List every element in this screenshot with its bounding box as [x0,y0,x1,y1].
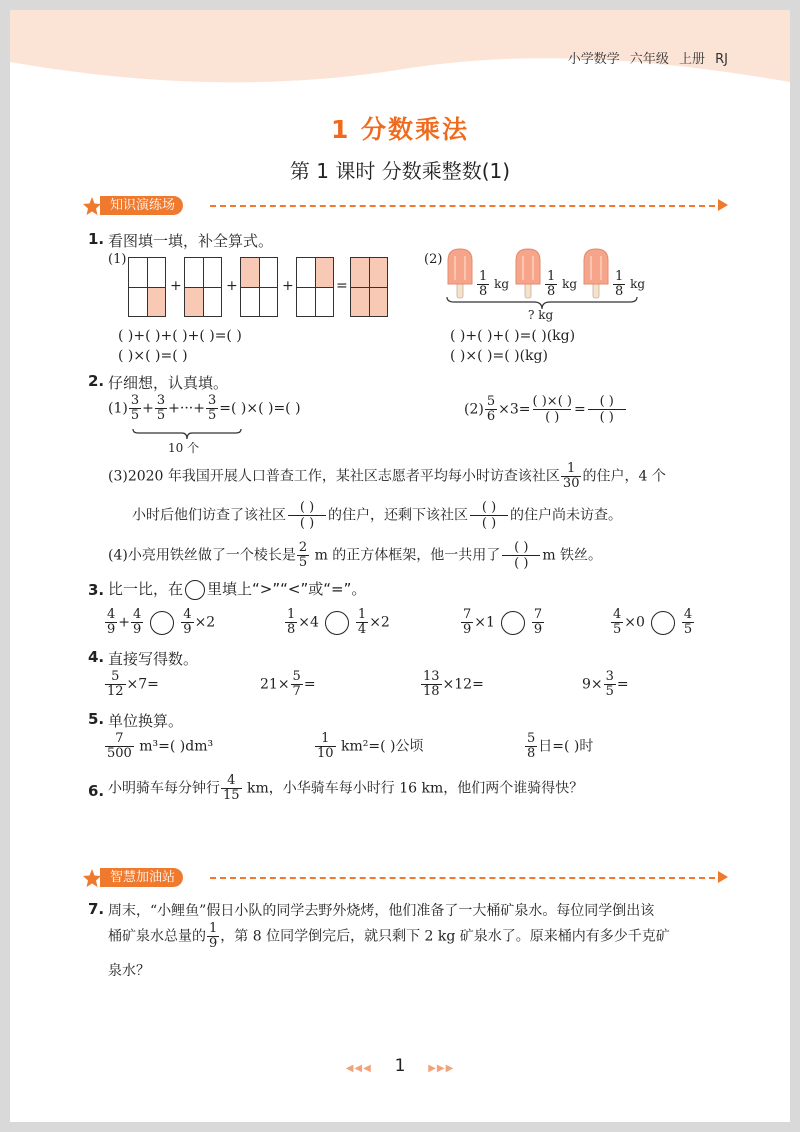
q3-title: 比一比，在 里填上“>”“<”或“=”。 [108,580,367,598]
popsicle-icon [514,248,542,300]
fraction-grid-3 [240,257,278,317]
lesson-title: 第 1 课时 分数乘整数(1) [289,159,511,183]
q2-part3-line2: 小时后他们访查了该社区 ( ) ( ) 的住户，还剩下该社区 ( ) ( ) 的住户尚未访查。 [132,500,622,531]
popsicle-3: $\frac{1}{8}$ kg [582,248,610,304]
q7-number: 7. [88,900,105,918]
popsicle-1: $\frac{1}{8}$ kg [446,248,474,304]
section-label: 智慧加油站 [100,868,183,887]
q1-part2-label: (2) [424,252,443,267]
q2-number: 2. [88,372,105,390]
q7-line3: 泉水？ [108,963,150,979]
q5-item-2: $\frac{1}{10}$ km²=( )公顷 [317,731,424,761]
q3-number: 3. [88,581,105,599]
header-book-info: 小学数学 六年级 上册 RJ [567,52,728,67]
q5-item-3: $\frac{5}{8}$ 日=( )时 [527,731,594,761]
q6-text: 小明骑车每分钟行 $\frac{4}{15}$ km，小华骑车每小时行 16 km，他们两个谁骑得快？ [108,773,584,803]
q1-title: 看图填一填，补全算式。 [108,232,274,250]
page-number: 1 [394,1056,406,1076]
q7-line1: 周末，“小鲤鱼”假日小队的同学去野外烧烤，他们准备了一大桶矿泉水。每位同学倒出该 [108,903,655,919]
q5-number: 5. [88,710,105,728]
q6-number: 6. [88,782,105,800]
next-arrows-icon: ▶▶▶ [428,1063,455,1074]
q1-part2-line2: ( )×( )=( )(kg) [450,348,548,364]
q3-item-4: $\frac{4}{5}$ ×0 $\frac{4}{5}$ [613,607,693,637]
page-footer [10,1056,790,1076]
q1-part1-label: (1) [108,252,127,267]
q3-item-2: $\frac{1}{8}$ ×4 $\frac{1}{4}$ ×2 [287,607,390,637]
q1-number: 1. [88,230,105,248]
popsicle-icon [582,248,610,300]
q2-part2: (2) $\frac{5}{6}$ ×3= ( )×( ) ( ) = ( ) ( ) [464,394,628,425]
q3-item-1: $\frac{4}{9}$ + $\frac{4}{9}$ $\frac{4}{9}$ ×2 [107,607,216,637]
q1-part1-line1: ( )+( )+( )+( )=( ) [118,328,242,344]
popsicle-2: $\frac{1}{8}$ kg [514,248,542,304]
arrow-icon [718,871,728,883]
fraction-grid-4 [296,257,334,317]
prev-arrows-icon: ◀◀◀ [345,1063,372,1074]
star-icon [82,196,102,216]
q5-item-1: $\frac{7}{500}$ m³=( )dm³ [107,731,214,761]
q7-line2: 桶矿泉水总量的 $\frac{1}{9}$ ，第 8 位同学倒完后，就只剩下 2 kg 矿泉水了。原来桶内有多少千克矿 [108,921,670,951]
section-banner-practice [82,196,732,216]
q3-item-3: $\frac{7}{9}$ ×1 $\frac{7}{9}$ [463,607,543,637]
q2-title: 仔细想，认真填。 [108,374,229,392]
q4-number: 4. [88,648,105,666]
chapter-title: 1 分数乘法 [330,115,470,144]
compare-circle[interactable] [150,611,174,635]
q5-title: 单位换算。 [108,712,184,730]
q2-part3-line1: (3)2020 年我国开展人口普查工作，某社区志愿者平均每小时访查该社区 $\frac{1}{30}$ 的住户，4 个 [108,461,666,491]
star-icon [82,868,102,888]
section-label: 知识演练场 [100,196,183,215]
q2-part4: (4)小亮用铁丝做了一个棱长是 $\frac{2}{5}$ m 的正方体框架，他一共用了 ( ) ( ) m 铁丝。 [108,540,603,571]
fraction-grid-2 [184,257,222,317]
ten-count-label: 10 个 [168,441,200,455]
q4-item-4: 9× $\frac{3}{5}$ = [582,669,629,699]
q4-item-3: $\frac{13}{18}$ ×12= [423,669,484,699]
compare-circle[interactable] [651,611,675,635]
q4-item-1: $\frac{5}{12}$ ×7= [107,669,159,699]
q4-item-2: 21× $\frac{5}{7}$ = [260,669,316,699]
q2-part1: (1) $\frac{3}{5}$ + $\frac{3}{5}$ +···+ $\frac{3}{5}$ =( )×( )=( ) [108,393,301,423]
page: 小学数学 六年级 上册 RJ 1 分数乘法 第 1 课时 分数乘整数(1) 知识演练场 1. 看图填一填，补全算式。 (1) + + + = ( )+( )+( )+( )=( ) ( )×( )=( ) (2) $\frac{1}{8}$ kg $\frac{1}{8}$ kg $\frac{1}{8}$ kg ? kg ( )+( )+( )=( )(kg) ( )×( )=( )(kg) 2. 仔细想，认真填。 (1) $\frac{3}{5}$ + $\frac{3}{5}$ +···+ $\frac{3}{5}$ =( )×( )=( ) 10 个 (2) $\frac{5}{6}$ ×3= ( )×( ) ( ) = ( ) ( ) (3)2020 年我国开展人口普查工作，某社区志愿者平均每小时访查该社区 $\frac{1}{30}$ 的住户，4 个 小时后他们访查了该社区 ( ) ( ) 的住户，还剩下该社区 ( ) ( ) 的住户尚未访查。 (4)小亮用铁丝做了一个棱长是 $\frac{2}{5}$ m 的正方体框架，他一共用了 ( ) ( ) m 铁丝。 3. 比一比，在 里填上“>”“<”或“=”。 $\frac{4}{9}$ + $\frac{4}{9}$ $\frac{4}{9}$ ×2 $\frac{1}{8}$ ×4 $\frac{1}{4}$ ×2 $\frac{7}{9}$ ×1 $\frac{7}{9}$ $\frac{4}{5}$ ×0 $\frac{4}{5}$ 4. 直接写得数。 $\frac{5}{12}$ ×7= 21× $\frac{5}{7}$ = $\frac{13}{18}$ ×12= 9× $\frac{3}{5}$ = 5. 单位换算。 $\frac{7}{500}$ m³=( )dm³ $\frac{1}{10}$ km²=( )公顷 $\frac{5}{8}$ 日=( )时 6. 小明骑车每分钟行 $\frac{4}{15}$ km，小华骑车每小时行 16 km，他们两个谁骑得快？ 智慧加油站 7. 周末，“小鲤鱼”假日小队的同学去野外烧烤，他们准备了一大桶矿泉水。每位同学倒出该 桶矿泉水总量的 $\frac{1}{9}$ ，第 8 位同学倒完后，就只剩下 2 kg 矿泉水了。原来桶内有多少千克矿 泉水？ ◀◀◀ 1 ▶▶▶ [10,10,790,1122]
compare-circle[interactable] [325,611,349,635]
q4-title: 直接写得数。 [108,650,199,668]
fraction-grid-1 [128,257,166,317]
arrow-icon [718,199,728,211]
popsicle-icon [446,248,474,300]
section-banner-challenge [82,868,732,888]
q1-part2-line1: ( )+( )+( )=( )(kg) [450,328,576,344]
compare-circle[interactable] [501,611,525,635]
fraction-grid-5 [350,257,388,317]
total-weight-label: ? kg [528,308,554,322]
q1-part1-line2: ( )×( )=( ) [118,348,188,364]
